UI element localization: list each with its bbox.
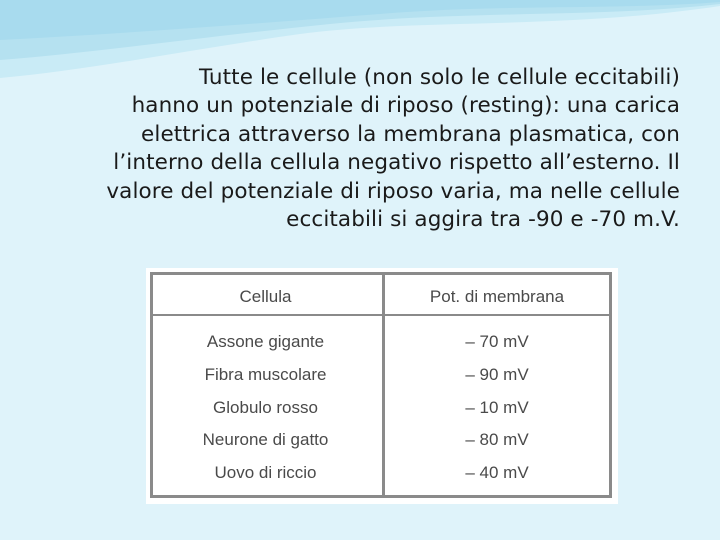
cell-name: Uovo di riccio <box>214 463 317 482</box>
membrane-potential-table <box>150 272 612 498</box>
header-cellula: Cellula <box>239 287 292 306</box>
cell-name: Assone gigante <box>206 332 325 351</box>
header-divider <box>153 314 609 316</box>
paragraph-line: valore del potenziale di riposo varia, ma nelle cellule <box>106 178 680 204</box>
membrane-potential-table-image <box>146 268 618 504</box>
cell-name: Globulo rosso <box>213 398 318 417</box>
paragraph-line: elettrica attraverso la membrana plasmatica, con <box>141 121 680 147</box>
paragraph-line: eccitabili si aggira tra -90 e -70 m.V. <box>286 207 680 233</box>
paragraph-line: l’interno della cellula negativo rispetto all’esterno. Il <box>113 150 680 176</box>
cell-name: Neurone di gatto <box>202 430 329 449</box>
cell-value: – 70 mV <box>465 332 529 351</box>
intro-paragraph <box>40 64 680 234</box>
header-potenziale: Pot. di membrana <box>429 287 565 306</box>
cell-name: Fibra muscolare <box>204 365 327 384</box>
cell-value: – 80 mV <box>465 430 529 449</box>
paragraph-line: Tutte le cellule (non solo le cellule eccitabili) <box>198 65 680 90</box>
column-divider <box>382 275 385 495</box>
paragraph-line: hanno un potenziale di riposo (resting): una carica <box>131 93 680 119</box>
cell-value: – 10 mV <box>465 398 529 417</box>
cell-value: – 40 mV <box>465 463 529 482</box>
cell-value: – 90 mV <box>465 365 529 384</box>
